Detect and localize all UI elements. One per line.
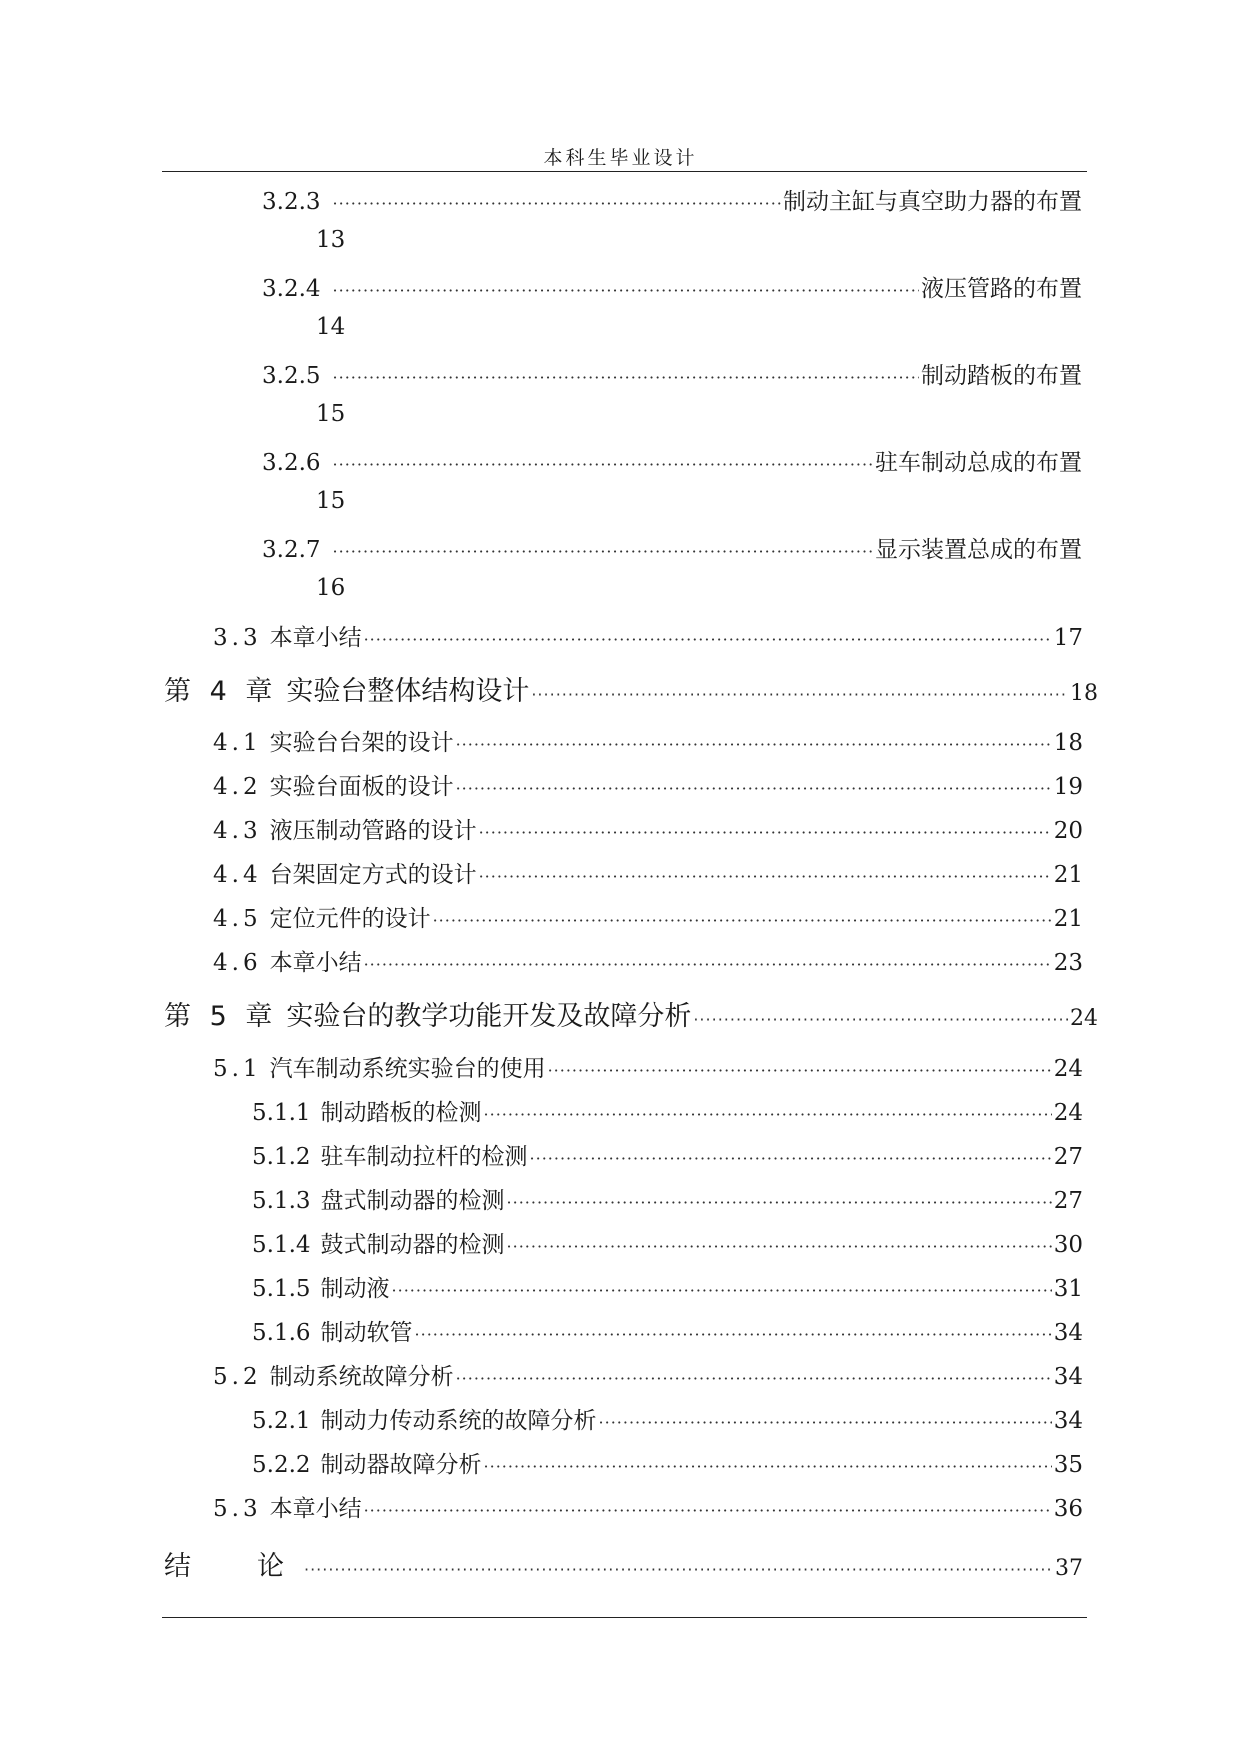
toc-entry-title: 盘式制动器的检测 [320,1188,505,1214]
toc-chapter-number: 第 5 章 [164,1001,273,1032]
toc-entry-5-2-2[interactable] [252,1446,1083,1479]
toc-leader-dots [484,1457,1052,1476]
toc-entry-title: 定位元件的设计 [269,906,431,932]
toc-leader-dots [364,955,1052,974]
toc-entry-title: 本章小结 [269,950,362,976]
toc-entry-page: 30 [1053,1232,1083,1258]
toc-entry-number: 4.3 [213,818,262,844]
toc-entry-3-2-3[interactable] [262,183,1082,216]
toc-leader-dots [333,194,781,213]
toc-entry-number: 4.1 [213,730,262,756]
toc-entry-page: 24 [1053,1100,1083,1126]
toc-entry-3-2-7[interactable] [262,531,1082,564]
toc-leader-dots [599,1413,1052,1432]
toc-entry-title: 液压管路的布置 [921,276,1082,302]
toc-leader-dots [333,455,873,474]
toc-leader-dots [479,823,1052,842]
toc-leader-dots [364,1501,1052,1520]
toc-entry-page: 18 [1053,730,1083,756]
toc-entry-number: 4.4 [213,862,262,888]
toc-entry-page: 34 [1053,1364,1083,1390]
toc-chapter-title: 实验台的教学功能开发及故障分析 [286,1001,692,1032]
toc-entry-number: 3.3 [213,625,262,651]
toc-entry-4-3[interactable] [213,812,1083,845]
toc-entry-title: 制动系统故障分析 [269,1364,454,1390]
toc-leader-dots [415,1325,1052,1344]
toc-entry-4-4[interactable] [213,856,1083,889]
footer-rule [162,1617,1087,1618]
toc-entry-5-1-5[interactable] [252,1270,1083,1303]
running-header: 本科生毕业设计 [543,147,698,169]
toc-entry-4-5[interactable] [213,900,1083,933]
toc-entry-page: 21 [1053,906,1083,932]
toc-entry-page: 27 [1053,1144,1083,1170]
toc-leader-dots [304,1560,1053,1579]
toc-entry-title: 驻车制动拉杆的检测 [320,1144,528,1170]
toc-leader-dots [392,1281,1052,1300]
toc-entry-3-2-5[interactable] [262,357,1082,390]
toc-entry-title: 实验台台架的设计 [269,730,454,756]
toc-entry-page: 14 [316,314,346,340]
toc-entry-number: 5.1.6 [252,1320,311,1346]
toc-leader-dots [693,1010,1068,1029]
toc-leader-dots [479,867,1052,886]
toc-entry-page: 36 [1053,1496,1083,1522]
toc-entry-number: 3.2.4 [262,276,321,302]
toc-leader-dots [531,685,1068,704]
toc-entry-page: 34 [1053,1408,1083,1434]
toc-entry-title: 本章小结 [269,625,362,651]
toc-leader-dots [433,911,1052,930]
toc-entry-title: 制动踏板的检测 [320,1100,482,1126]
toc-entry-title: 液压制动管路的设计 [269,818,477,844]
toc-entry-title: 制动器故障分析 [320,1452,482,1478]
toc-entry-title: 台架固定方式的设计 [269,862,477,888]
toc-entry-page: 19 [1053,774,1083,800]
toc-entry-number: 3.2.7 [262,537,321,563]
toc-conclusion[interactable] [164,1544,1083,1583]
toc-entry-3-3[interactable] [213,619,1083,652]
toc-chapter-4[interactable] [164,669,1098,708]
toc-entry-5-1-6[interactable] [252,1314,1083,1347]
toc-leader-dots [333,281,919,300]
toc-entry-page: 13 [316,227,346,253]
toc-entry-number: 5.1.2 [252,1144,311,1170]
toc-entry-number: 5.1.1 [252,1100,311,1126]
toc-entry-page: 20 [1053,818,1083,844]
toc-entry-number: 5.3 [213,1496,262,1522]
toc-entry-4-6[interactable] [213,944,1083,977]
toc-leader-dots [548,1061,1052,1080]
toc-entry-5-1-3[interactable] [252,1182,1083,1215]
toc-entry-page: 16 [316,575,346,601]
toc-leader-dots [507,1193,1052,1212]
toc-entry-title: 汽车制动系统实验台的使用 [269,1056,546,1082]
toc-entry-page: 15 [316,401,346,427]
toc-entry-5-1-4[interactable] [252,1226,1083,1259]
toc-entry-page: 37 [1055,1556,1083,1581]
toc-entry-number: 5.1.5 [252,1276,311,1302]
toc-chapter-number: 第 4 章 [164,676,273,707]
toc-entry-title: 鼓式制动器的检测 [320,1232,505,1258]
toc-leader-dots [484,1105,1052,1124]
toc-entry-title: 制动力传动系统的故障分析 [320,1408,597,1434]
toc-entry-page: 21 [1053,862,1083,888]
toc-entry-page: 17 [1053,625,1083,651]
toc-leader-dots [456,1369,1052,1388]
toc-entry-page: 24 [1070,1006,1098,1031]
toc-entry-page: 35 [1053,1452,1083,1478]
toc-entry-number: 5.1 [213,1056,262,1082]
toc-entry-number: 4.5 [213,906,262,932]
toc-leader-dots [456,779,1052,798]
toc-entry-title: 实验台面板的设计 [269,774,454,800]
toc-entry-number: 5.2.1 [252,1408,311,1434]
toc-entry-number: 4.6 [213,950,262,976]
toc-entry-page: 31 [1053,1276,1083,1302]
toc-entry-number: 3.2.5 [262,363,321,389]
toc-entry-number: 5.2 [213,1364,262,1390]
toc-chapter-title: 实验台整体结构设计 [286,676,530,707]
toc-leader-dots [456,735,1052,754]
toc-entry-3-2-4[interactable] [262,270,1082,303]
toc-entry-page: 24 [1053,1056,1083,1082]
toc-leader-dots [364,630,1052,649]
toc-entry-title: 本章小结 [269,1496,362,1522]
toc-entry-4-2[interactable] [213,768,1083,801]
toc-entry-number: 4.2 [213,774,262,800]
toc-leader-dots [530,1149,1052,1168]
toc-entry-page: 34 [1053,1320,1083,1346]
header-rule [162,171,1087,172]
toc-entry-number: 5.2.2 [252,1452,311,1478]
toc-entry-5-1[interactable] [213,1050,1083,1083]
toc-entry-number: 3.2.6 [262,450,321,476]
toc-chapter-5[interactable] [164,994,1098,1033]
toc-entry-title: 制动踏板的布置 [921,363,1082,389]
toc-entry-page: 15 [316,488,346,514]
toc-entry-title: 制动主缸与真空助力器的布置 [783,189,1082,215]
toc-entry-title: 显示装置总成的布置 [875,537,1082,563]
toc-leader-dots [333,542,873,561]
toc-entry-title: 制动软管 [320,1320,413,1346]
toc-chapter-number: 结 论 [164,1551,288,1582]
toc-entry-page: 23 [1053,950,1083,976]
toc-entry-5-2[interactable] [213,1358,1083,1391]
toc-entry-4-1[interactable] [213,724,1083,757]
toc-entry-5-3[interactable] [213,1490,1083,1523]
toc-entry-number: 5.1.4 [252,1232,311,1258]
toc-entry-5-1-1[interactable] [252,1094,1083,1127]
toc-entry-number: 3.2.3 [262,189,321,215]
toc-entry-3-2-6[interactable] [262,444,1082,477]
toc-entry-page: 18 [1070,681,1098,706]
toc-entry-title: 驻车制动总成的布置 [875,450,1082,476]
toc-leader-dots [507,1237,1052,1256]
toc-entry-5-1-2[interactable] [252,1138,1083,1171]
toc-entry-5-2-1[interactable] [252,1402,1083,1435]
toc-entry-title: 制动液 [320,1276,390,1302]
toc-leader-dots [333,368,919,387]
toc-entry-page: 27 [1053,1188,1083,1214]
toc-entry-number: 5.1.3 [252,1188,311,1214]
